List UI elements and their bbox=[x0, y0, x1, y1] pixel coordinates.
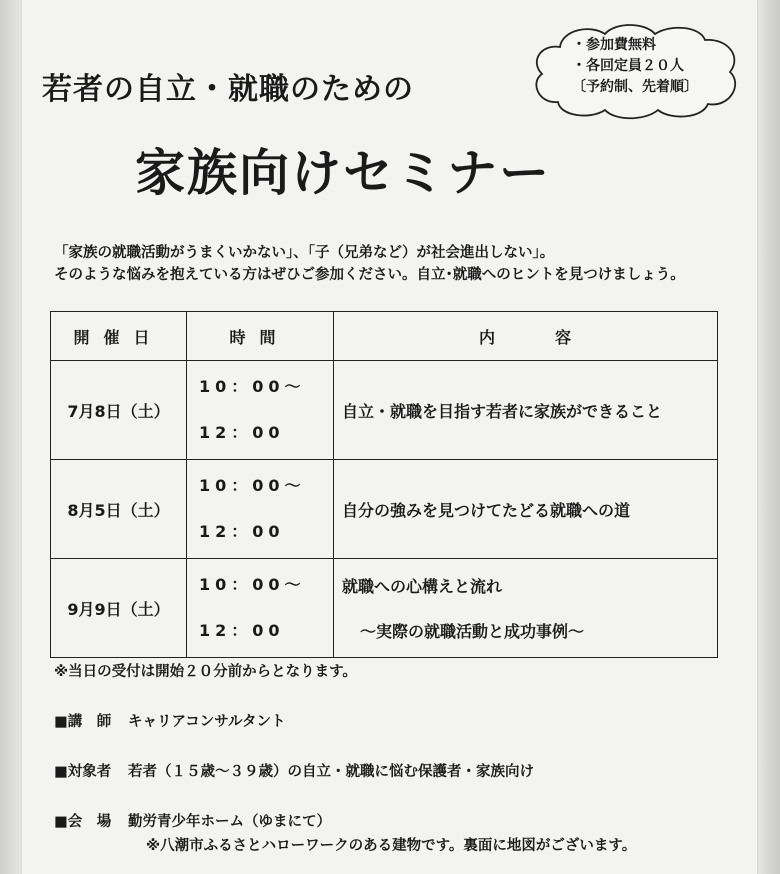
detail-venue bbox=[54, 810, 331, 831]
table-header-row bbox=[51, 312, 718, 361]
time-start: 10：00～ bbox=[199, 377, 306, 396]
table-row bbox=[51, 460, 718, 559]
detail-lecturer bbox=[54, 710, 285, 731]
flyer-title: 家族向けセミナー bbox=[135, 144, 551, 202]
flyer-subtitle: 若者の自立・就職のための bbox=[42, 72, 414, 107]
row-content: 自分の強みを見つけてたどる就職への道 bbox=[334, 460, 718, 559]
reception-note: ※当日の受付は開始２０分前からとなります。 bbox=[54, 664, 357, 680]
intro-text bbox=[54, 242, 685, 286]
detail-label: ■対象者 bbox=[54, 764, 112, 780]
row-time bbox=[187, 361, 334, 460]
detail-value: キャリアコンサルタント bbox=[128, 714, 286, 730]
row-time bbox=[187, 460, 334, 559]
detail-label: ■会 場 bbox=[54, 814, 112, 830]
content-sub: ～実際の就職活動と成功事例～ bbox=[360, 622, 585, 641]
header-content: 内容 bbox=[334, 312, 718, 361]
page-edge-left bbox=[0, 0, 22, 874]
cloud-line-reservation: 〔予約制、先着順〕 bbox=[572, 79, 698, 95]
table-row bbox=[51, 559, 718, 658]
content-main: 就職への心構えと流れ bbox=[342, 577, 503, 596]
detail-label: ■講 師 bbox=[54, 714, 112, 730]
schedule-table bbox=[50, 311, 718, 658]
venue-note: ※八潮市ふるさとハローワークのある建物です。裏面に地図がございます。 bbox=[146, 838, 637, 854]
time-end: 12：00 bbox=[199, 621, 285, 640]
table-row bbox=[51, 361, 718, 460]
header-date: 開催日 bbox=[51, 312, 187, 361]
page-edge-right bbox=[757, 0, 780, 874]
row-date: 9月9日（土） bbox=[51, 559, 187, 658]
time-start: 10：00～ bbox=[199, 575, 306, 594]
row-date: 8月5日（土） bbox=[51, 460, 187, 559]
intro-line-1: 「家族の就職活動がうまくいかない」、「子（兄弟など）が社会進出しない」。 bbox=[54, 245, 555, 261]
row-date: 7月8日（土） bbox=[51, 361, 187, 460]
time-end: 12：00 bbox=[199, 423, 285, 442]
detail-value: 勤労青少年ホーム（ゆまにて） bbox=[128, 814, 331, 830]
intro-line-2: そのような悩みを抱えている方はぜひご参加ください。自立･就職へのヒントを見つけましょう。 bbox=[54, 267, 685, 283]
time-end: 12：00 bbox=[199, 522, 285, 541]
cloud-line-capacity: ・各回定員２０人 bbox=[572, 58, 684, 74]
header-time: 時間 bbox=[187, 312, 334, 361]
row-content bbox=[334, 559, 718, 658]
detail-value: 若者（１５歳～３９歳）の自立・就職に悩む保護者・家族向け bbox=[128, 764, 534, 780]
row-content: 自立・就職を目指す若者に家族ができること bbox=[334, 361, 718, 460]
row-time bbox=[187, 559, 334, 658]
cloud-line-fee: ・参加費無料 bbox=[572, 37, 656, 53]
time-start: 10：00～ bbox=[199, 476, 306, 495]
info-cloud-callout bbox=[530, 22, 745, 122]
detail-target bbox=[54, 760, 534, 781]
